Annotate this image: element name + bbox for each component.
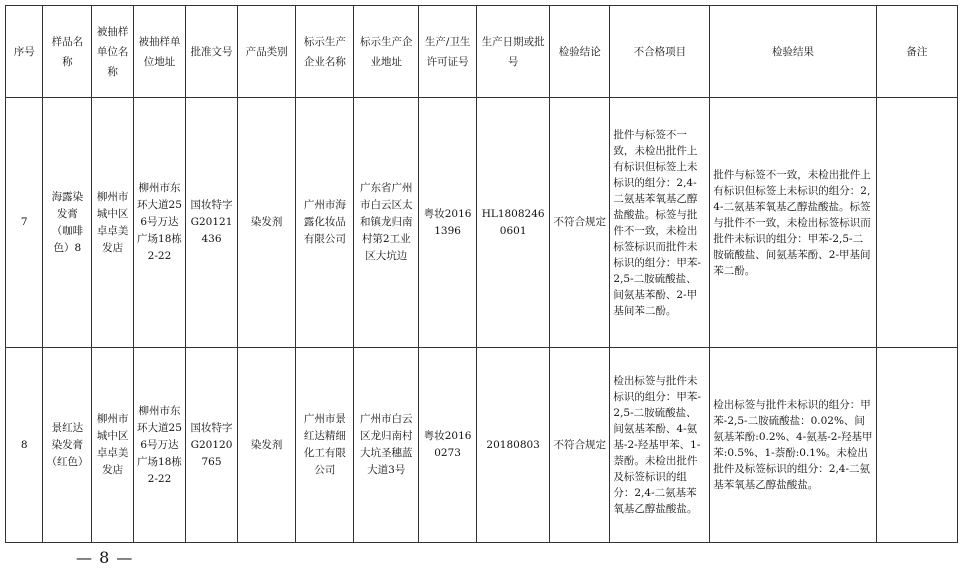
cell-sampled-unit: 柳州市城中区卓卓美发店 <box>92 98 134 348</box>
header-conclusion: 检验结论 <box>550 6 610 98</box>
cell-category: 染发剂 <box>237 98 295 348</box>
cell-sampled-unit: 柳州市城中区卓卓美发店 <box>92 348 134 543</box>
cell-result: 检出标签与批件未标识的组分：甲苯-2,5-二胺硫酸盐：0.02%、间氨基苯酚:0.2%、4-氨基-2-羟基甲苯:0.5%、1-萘酚:0.1%。未检出批件及标签标识的组分：2,4-二氨基苯氧基乙醇盐酸盐。 <box>710 348 876 543</box>
header-approval-no: 批准文号 <box>185 6 237 98</box>
cell-batch: 20180803 <box>477 348 550 543</box>
header-sample-name: 样品名称 <box>43 6 92 98</box>
cell-result: 批件与标签不一致，未检出批件上有标识但标签上未标识的组分：2,4-二氨基苯氧基乙醇盐酸盐。标签与批件不一致，未检出标签标识而批件未标识的组分：甲苯-2,5-二胺硫酸盐、间氨基苯酚、2-甲基间苯二酚。 <box>710 98 876 348</box>
cell-maker: 广州市海露化妆品有限公司 <box>296 98 354 348</box>
cell-category: 染发剂 <box>237 348 295 543</box>
header-failed-items: 不合格项目 <box>610 6 710 98</box>
cell-note <box>876 348 957 543</box>
cell-seq: 7 <box>6 98 43 348</box>
cell-maker-address: 广东省广州市白云区太和镇龙归南村第2工业区大坑边 <box>354 98 419 348</box>
header-result: 检验结果 <box>710 6 876 98</box>
cell-batch: HL18082460601 <box>477 98 550 348</box>
cell-note <box>876 98 957 348</box>
cell-sample-name: 海露染发膏（咖啡色）8 <box>43 98 92 348</box>
header-unit-address: 被抽样单位地址 <box>133 6 185 98</box>
cell-license: 粤妆20160273 <box>418 348 476 543</box>
inspection-table <box>5 5 958 543</box>
cell-unit-address: 柳州市东环大道256号万达广场18栋2-22 <box>133 98 185 348</box>
header-maker: 标示生产企业名称 <box>296 6 354 98</box>
cell-conclusion: 不符合规定 <box>550 98 610 348</box>
header-row <box>6 6 958 98</box>
cell-license: 粤妆20161396 <box>418 98 476 348</box>
cell-approval-no: 国妆特字G20120765 <box>185 348 237 543</box>
cell-maker: 广州市景红达精细化工有限公司 <box>296 348 354 543</box>
header-batch: 生产日期或批号 <box>477 6 550 98</box>
cell-maker-address: 广州市白云区龙归南村大坑圣穗蓝大道3号 <box>354 348 419 543</box>
cell-failed-items: 批件与标签不一致，未检出批件上有标识但标签上未标识的组分：2,4-二氨基苯氧基乙醇盐酸盐。标签与批件不一致，未检出标签标识而批件未标识的组分：甲苯-2,5-二胺硫酸盐、间氨基苯酚、2-甲基间苯二酚。 <box>610 98 710 348</box>
header-maker-address: 标示生产企业地址 <box>354 6 419 98</box>
cell-conclusion: 不符合规定 <box>550 348 610 543</box>
cell-sample-name: 景红达染发膏（红色） <box>43 348 92 543</box>
header-sampled-unit: 被抽样单位名称 <box>92 6 134 98</box>
page-number: — 8 — <box>76 548 134 567</box>
cell-seq: 8 <box>6 348 43 543</box>
header-seq: 序号 <box>6 6 43 98</box>
cell-approval-no: 国妆特字G20121436 <box>185 98 237 348</box>
cell-failed-items: 检出标签与批件未标识的组分：甲苯-2,5-二胺硫酸盐、间氨基苯酚、4-氨基-2-羟基甲苯、1-萘酚。未检出批件及标签标识的组分：2,4-二氨基苯氧基乙醇盐酸盐。 <box>610 348 710 543</box>
table-row <box>6 98 958 348</box>
header-category: 产品类别 <box>237 6 295 98</box>
header-note: 备注 <box>876 6 957 98</box>
cell-unit-address: 柳州市东环大道256号万达广场18栋2-22 <box>133 348 185 543</box>
header-license: 生产/卫生许可证号 <box>418 6 476 98</box>
table-row <box>6 348 958 543</box>
